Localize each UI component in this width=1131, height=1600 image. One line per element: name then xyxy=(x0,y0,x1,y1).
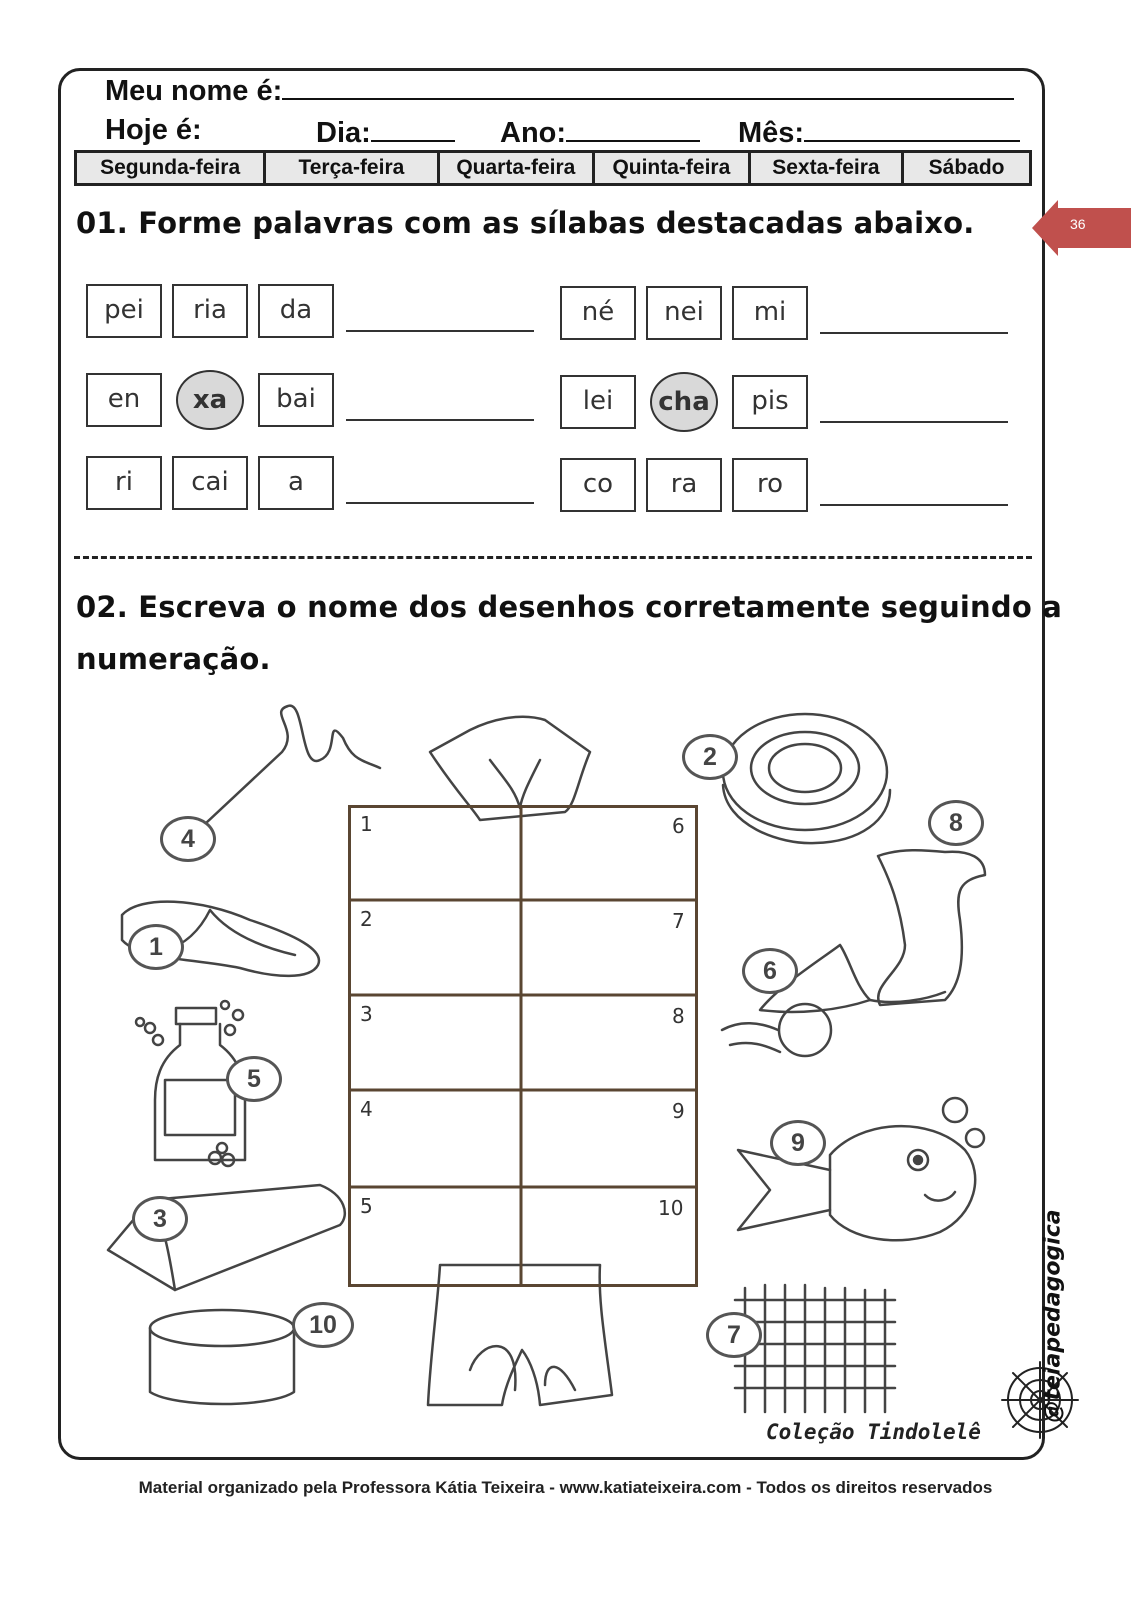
grid-cell-1[interactable] xyxy=(378,835,516,895)
grid-number-5: 5 xyxy=(360,1194,373,1218)
page-number: 36 xyxy=(1070,216,1086,232)
weekday-wednesday[interactable]: Quarta-feira xyxy=(440,153,596,183)
picture-number-6: 6 xyxy=(742,948,798,994)
syllable-box: nei xyxy=(646,286,722,340)
syllable-box: pis xyxy=(732,375,808,429)
grid-number-6: 6 xyxy=(672,814,685,838)
grid-number-9: 9 xyxy=(672,1099,685,1123)
grid-number-2: 2 xyxy=(360,907,373,931)
grid-number-7: 7 xyxy=(672,909,685,933)
weekday-saturday[interactable]: Sábado xyxy=(904,153,1029,183)
weekday-monday[interactable]: Segunda-feira xyxy=(77,153,266,183)
picture-number-4: 4 xyxy=(160,816,216,862)
month-label: Mês: xyxy=(738,117,805,149)
grid-number-3: 3 xyxy=(360,1002,373,1026)
picture-number-5: 5 xyxy=(226,1056,282,1102)
picture-number-10: 10 xyxy=(292,1302,354,1348)
year-label: Ano: xyxy=(500,117,567,149)
grid-cell-6[interactable] xyxy=(524,835,692,895)
picture-number-2: 2 xyxy=(682,734,738,780)
picture-number-8: 8 xyxy=(928,800,984,846)
syllable-box: ro xyxy=(732,458,808,512)
picture-number-9: 9 xyxy=(770,1120,826,1166)
syllable-box: ra xyxy=(646,458,722,512)
scarf-drawing xyxy=(878,850,985,1005)
weekday-friday[interactable]: Sexta-feira xyxy=(751,153,905,183)
footer-credit: Material organizado pela Professora Kátia Teixeira - www.katiateixeira.com - Todos os direitos reservados xyxy=(138,1478,993,1497)
watermark xyxy=(1038,1175,1066,1425)
picture-number-3: 3 xyxy=(132,1196,188,1242)
grid-number-10: 10 xyxy=(658,1196,684,1220)
name-label: Meu nome é: xyxy=(105,75,283,107)
collection-label: Coleção Tindolelê xyxy=(766,1420,981,1444)
syllable-box: ri xyxy=(86,456,162,510)
fish-drawing xyxy=(830,1126,975,1240)
syllable-box: da xyxy=(258,284,334,338)
highlighted-syllable: xa xyxy=(176,370,244,430)
syllable-box: ria xyxy=(172,284,248,338)
grid-number-8: 8 xyxy=(672,1004,685,1028)
box-drawing xyxy=(150,1310,294,1346)
picture-number-1: 1 xyxy=(128,924,184,970)
syllable-box: a xyxy=(258,456,334,510)
syllable-box: co xyxy=(560,458,636,512)
syllable-box: en xyxy=(86,373,162,427)
watermark-text: @teiapedagogica xyxy=(1040,1209,1066,1423)
syllable-box: lei xyxy=(560,375,636,429)
highlighted-syllable: cha xyxy=(650,372,718,432)
today-label: Hoje é: xyxy=(105,114,202,146)
q1-title: 01. Forme palavras com as sílabas destacadas abaixo. xyxy=(76,206,975,240)
weekday-tuesday[interactable]: Terça-feira xyxy=(266,153,439,183)
day-label: Dia: xyxy=(316,117,371,149)
syllable-box: né xyxy=(560,286,636,340)
syllable-box: bai xyxy=(258,373,334,427)
net-drawing xyxy=(735,1285,895,1412)
syllable-box: pei xyxy=(86,284,162,338)
weekday-thursday[interactable]: Quinta-feira xyxy=(595,153,751,183)
syllable-box: mi xyxy=(732,286,808,340)
syllable-box: cai xyxy=(172,456,248,510)
grid-number-4: 4 xyxy=(360,1097,373,1121)
picture-number-7: 7 xyxy=(706,1312,762,1358)
q2-title-line-2: numeração. xyxy=(76,642,271,676)
q2-title-line-1: 02. Escreva o nome dos desenhos corretamente seguindo a xyxy=(76,590,1063,624)
grid-number-1: 1 xyxy=(360,812,373,836)
